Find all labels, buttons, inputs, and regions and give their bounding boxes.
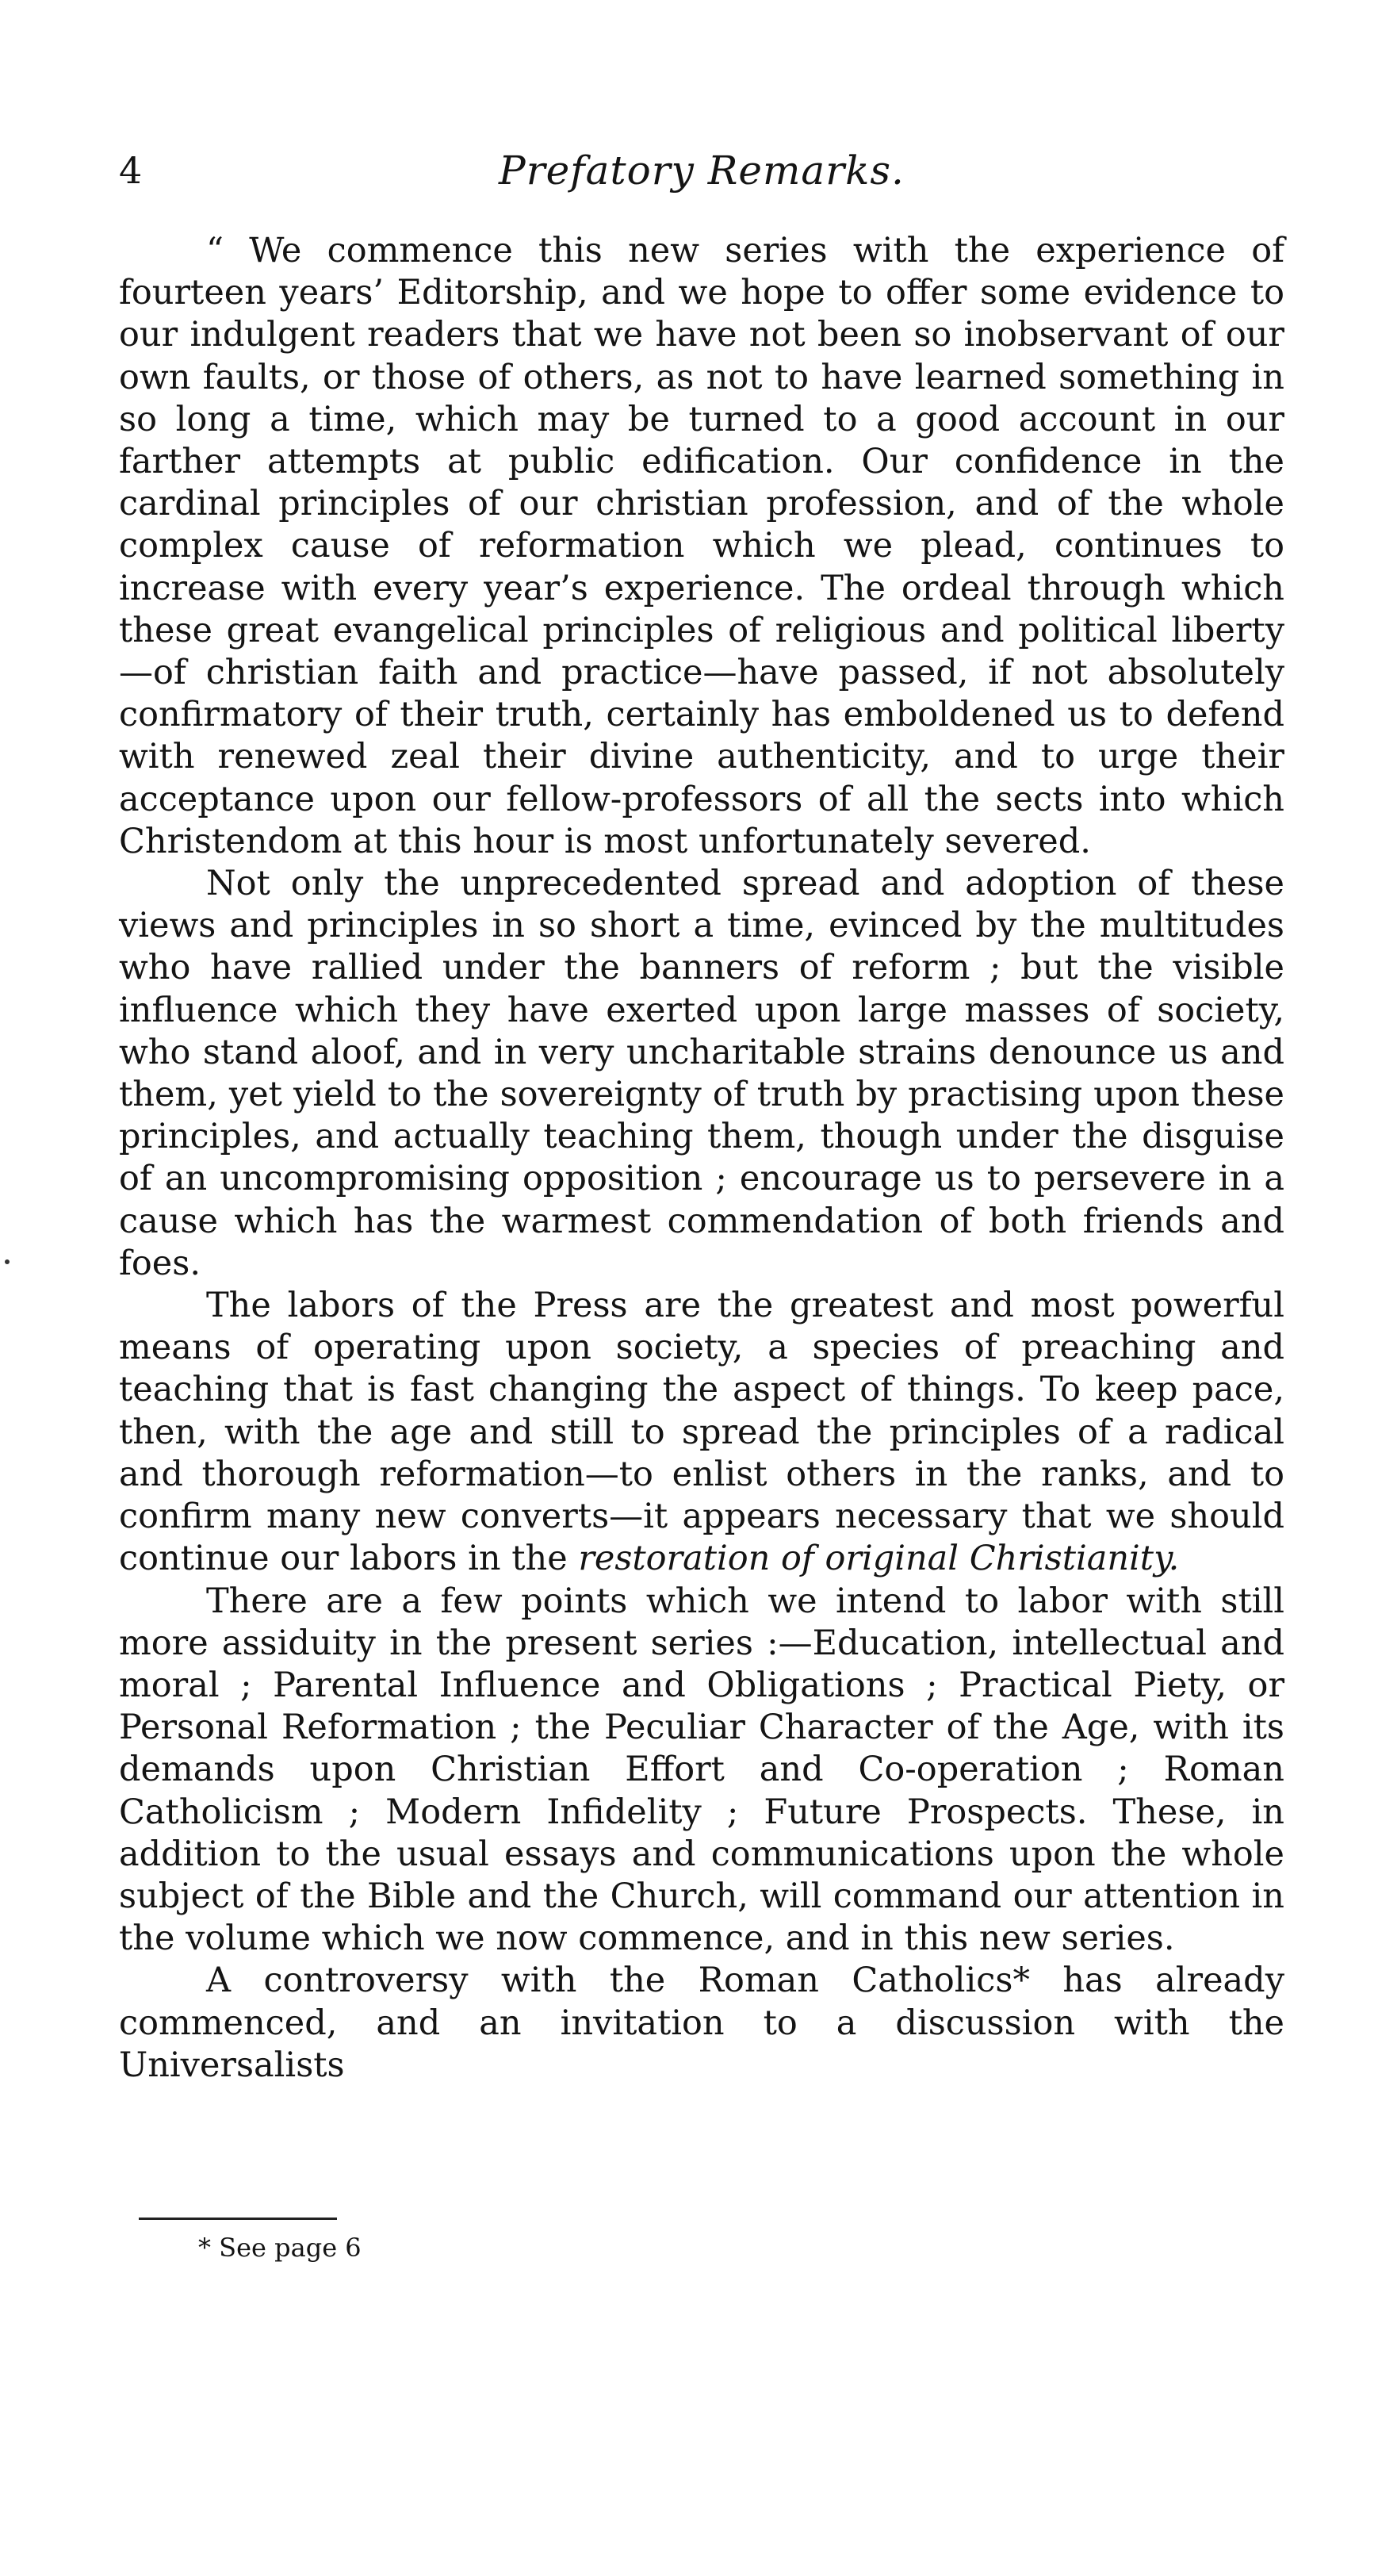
body-text	[119, 230, 1284, 2087]
footnote-divider	[139, 2218, 337, 2220]
footnote: * See page 6	[198, 2233, 362, 2263]
paragraph-editorship: “ We commence this new series with the experience of fourteen years’ Editorship, and we hope to offer some evidence to our indulgent readers that we have not been so inobservant of our own faults, or those of others, as not to have learned something in so long a time, which may be turned to a good account in our farther attempts at public edification. Our confidence in the cardinal principles of our christian profession, and of the whole complex cause of reformation which we plead, continues to increase with every year’s experience. The ordeal through which these great evangelical principles of religious and political liberty—of christian faith and practice—have passed, if not absolutely confirmatory of their truth, certainly has emboldened us to defend with renewed zeal their divine authenticity, and to urge their acceptance upon our fellow-professors of all the sects into which Christendom at this hour is most unfortunately severed.	[119, 231, 1284, 861]
page-number: 4	[119, 149, 143, 192]
paragraph-text: The labors of the Press are the greatest and most powerful means of operating upon society, a species of preaching and teaching that is fast changing the aspect of things. To keep pace, then, with the age and still to spread the principles of a radical and thorough reformation—to enlist others in the ranks, and to confirm many new converts—it appears necessary that we should continue our labors in the	[119, 1286, 1284, 1579]
page-header	[119, 143, 1284, 198]
italic-phrase: restoration of original Christianity.	[578, 1539, 1180, 1579]
paragraph-controversy: A controversy with the Roman Catholics* has already commenced, and an invitation to a discussion with the Universalists	[119, 1961, 1284, 2085]
running-title: Prefatory Remarks.	[499, 148, 905, 194]
margin-speck	[5, 1259, 10, 1264]
paragraph-spread-of-views: Not only the unprecedented spread and adoption of these views and principles in so short a time, evinced by the multitudes who have rallied under the banners of reform ; but the visible influence which they have exerted upon large masses of society, who stand aloof, and in very uncharitable strains denounce us and them, yet yield to the sovereignty of truth by practising upon these principles, and actually teaching them, though under the disguise of an uncompromising opposition ; encourage us to persevere in a cause which has the warmest commendation of both friends and foes.	[119, 864, 1284, 1283]
paragraph-points-of-labor: There are a few points which we intend to labor with still more assiduity in the present series :—Education, intellectual and moral ; Parental Influence and Obligations ; Practical Piety, or Personal Reformation ; the Peculiar Character of the Age, with its demands upon Christian Effort and Co-operation ; Roman Catholicism ; Modern Infidelity ; Future Prospects. These, in addition to the usual essays and communications upon the whole subject of the Bible and the Church, will command our attention in the volume which we now commence, and in this new series.	[119, 1581, 1284, 1959]
paragraph-labors-of-press	[119, 1285, 1284, 1580]
